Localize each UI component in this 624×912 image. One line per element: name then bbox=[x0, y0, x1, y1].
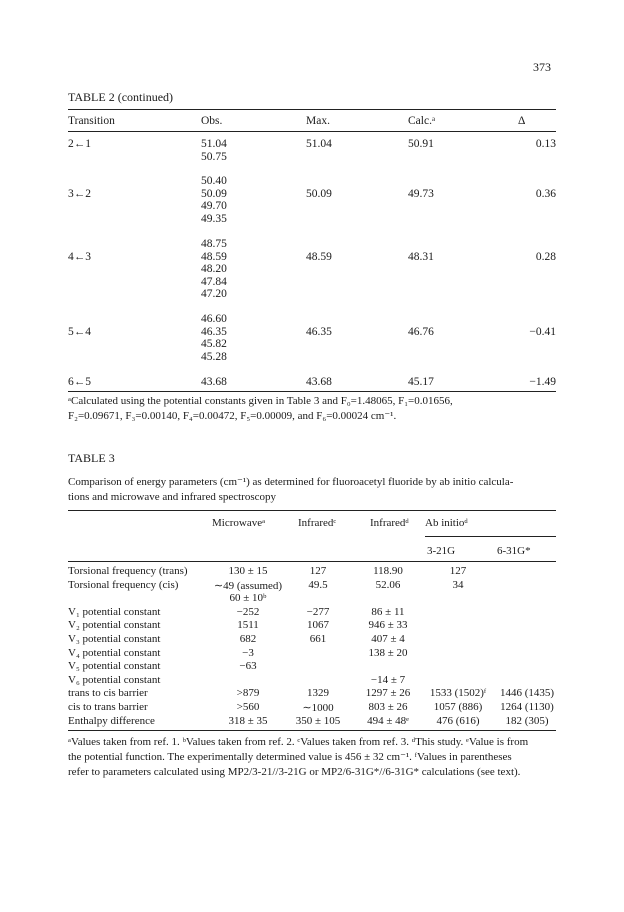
table2-header-rule bbox=[68, 131, 556, 132]
table2-header-transition: Transition bbox=[68, 115, 115, 127]
table3-cell-infrared-study: 138 ± 20 bbox=[368, 646, 408, 659]
table3-cell-321g: 34 bbox=[452, 578, 464, 591]
table2-row-calc: 46.76 bbox=[408, 326, 434, 338]
obs-value: 50.75 bbox=[201, 150, 227, 163]
obs-value: 50.09 bbox=[201, 187, 227, 200]
table2-row-transition: 5←4 bbox=[68, 326, 91, 338]
table2-title: TABLE 2 (continued) bbox=[68, 90, 174, 104]
table2-header-max: Max. bbox=[306, 115, 330, 127]
table3-cell-label: Enthalpy difference bbox=[68, 714, 155, 727]
obs-value: 50.40 bbox=[201, 175, 227, 187]
table3-header-infrared-ref3: Infraredᶜ bbox=[298, 517, 337, 529]
table3-cell-label: V₄ potential constant bbox=[68, 646, 161, 659]
table3-cell-infrared-ref3: 1329 bbox=[307, 687, 329, 700]
table3-cell-631g: 1446 (1435) bbox=[499, 687, 555, 700]
table2-row-transition: 4←3 bbox=[68, 251, 91, 263]
table2-row-obs bbox=[201, 175, 227, 225]
table3-footnote bbox=[68, 735, 556, 780]
table3-caption-line: tions and microwave and infrared spectroscopy bbox=[68, 491, 277, 503]
table3-cell-microwave: >879 bbox=[236, 687, 260, 700]
table2-row-max: 46.35 bbox=[306, 326, 332, 338]
table3-cell-microwave: ∼49 (assumed) bbox=[213, 579, 283, 592]
obs-value: 46.60 bbox=[201, 313, 227, 325]
table3-cell-infrared-ref3: 1067 bbox=[307, 619, 329, 632]
table3-cell-microwave: −252 bbox=[236, 605, 260, 618]
obs-value: 46.35 bbox=[201, 325, 227, 338]
table3-cell-infrared-study: 118.90 bbox=[373, 565, 403, 577]
table2-header-obs: Obs. bbox=[201, 115, 223, 127]
table3-cell-infrared-study: 946 ± 33 bbox=[368, 619, 408, 632]
table3-cell-label: Torsional frequency (trans) bbox=[68, 565, 188, 577]
obs-value: 51.04 bbox=[201, 138, 227, 150]
table3-cell-infrared-study: 803 ± 26 bbox=[368, 701, 408, 713]
obs-value: 47.84 bbox=[201, 275, 227, 288]
obs-value: 47.20 bbox=[201, 288, 227, 300]
table3-cell-infrared-study: 494 ± 48ᵉ bbox=[367, 714, 409, 727]
table3-cell-microwave: 60 ± 10ᵇ bbox=[229, 592, 267, 605]
table3-cell-label: V₅ potential constant bbox=[68, 660, 161, 673]
table3-cell-label: V₁ potential constant bbox=[68, 605, 161, 618]
table3-cell-infrared-ref3: 661 bbox=[309, 633, 327, 645]
obs-value: 45.28 bbox=[201, 350, 227, 363]
table3-cell-631g: 182 (305) bbox=[505, 714, 549, 727]
table3-header-rule bbox=[68, 561, 556, 562]
table3-header-abinitio: Ab initioᵈ bbox=[425, 517, 468, 529]
table3-cell-infrared-ref3: ∼1000 bbox=[302, 702, 334, 714]
table2-top-rule bbox=[68, 109, 556, 110]
table2-row-delta: 0.13 bbox=[535, 138, 556, 150]
table2-row-delta: 0.36 bbox=[535, 188, 556, 200]
table2-header-calc: Calc.ᵃ bbox=[408, 115, 436, 127]
table3-cell-microwave: 130 ± 15 bbox=[228, 565, 268, 577]
table2-row-delta: −0.41 bbox=[529, 326, 556, 338]
obs-value: 43.68 bbox=[201, 376, 227, 388]
page-number: 373 bbox=[533, 60, 551, 74]
table3-caption bbox=[68, 475, 556, 505]
table3-cell-label: Torsional frequency (cis) bbox=[68, 578, 179, 591]
table3-cell-infrared-study: 407 ± 4 bbox=[371, 633, 405, 645]
table3-cell-321g: 1057 (886) bbox=[433, 701, 483, 713]
obs-value: 48.75 bbox=[201, 238, 227, 250]
table3-cell-microwave: 682 bbox=[239, 633, 257, 645]
table2-row-calc: 45.17 bbox=[408, 376, 434, 388]
table3-top-rule bbox=[68, 510, 556, 511]
table2-row-transition: 6←5 bbox=[68, 376, 91, 388]
table3-cell-321g: 476 (616) bbox=[436, 714, 480, 727]
table2-row-obs bbox=[201, 238, 227, 301]
obs-value: 45.82 bbox=[201, 338, 227, 350]
table2-row-delta: −1.49 bbox=[529, 376, 556, 388]
table3-cell-infrared-study: 52.06 bbox=[375, 578, 401, 591]
table2-row-max: 50.09 bbox=[306, 188, 332, 200]
obs-value: 49.70 bbox=[201, 200, 227, 212]
table3-cell-321g: 1533 (1502)ᶠ bbox=[429, 687, 487, 700]
table3-cell-infrared-study: 1297 ± 26 bbox=[365, 687, 411, 700]
table3-cell-label: V₃ potential constant bbox=[68, 633, 161, 645]
table3-cell-microwave: 318 ± 35 bbox=[228, 714, 268, 727]
table2-row-transition: 3←2 bbox=[68, 188, 91, 200]
table2-row-delta: 0.28 bbox=[535, 251, 556, 263]
table2-row-calc: 49.73 bbox=[408, 188, 434, 200]
table3-cell-label: cis to trans barrier bbox=[68, 701, 148, 713]
table2-bottom-rule bbox=[68, 391, 556, 392]
table3-cell-microwave: −3 bbox=[242, 646, 254, 659]
table3-cell-label: V₆ potential constant bbox=[68, 673, 161, 686]
table3-cell-microwave: >560 bbox=[236, 701, 260, 713]
table3-footnote-line: refer to parameters calculated using MP2/3-21//3-21G or MP2/6-31G*//6-31G* calculations (see text). bbox=[68, 766, 521, 778]
table3-cell-infrared-study: 86 ± 11 bbox=[371, 605, 405, 618]
table2-row-max: 43.68 bbox=[306, 376, 332, 388]
table3-cell-infrared-ref3: −277 bbox=[306, 605, 330, 618]
table3-header-microwave: Microwaveᵃ bbox=[212, 517, 266, 529]
table3-caption-line: Comparison of energy parameters (cm⁻¹) as determined for fluoroacetyl fluoride by ab initio calcula- bbox=[68, 476, 514, 488]
table2-row-obs bbox=[201, 313, 227, 363]
table3-abinitio-rule bbox=[425, 536, 556, 537]
table3-header-infrared-study: Infraredᵈ bbox=[370, 517, 409, 529]
table2-row-max: 51.04 bbox=[306, 138, 332, 150]
obs-value: 48.20 bbox=[201, 263, 227, 275]
table3-title: TABLE 3 bbox=[68, 451, 115, 465]
table3-cell-infrared-ref3: 49.5 bbox=[308, 578, 328, 591]
table2-footnote bbox=[68, 394, 556, 424]
obs-value: 48.59 bbox=[201, 250, 227, 263]
table3-footnote-line: the potential function. The experimentally determined value is 456 ± 32 cm⁻¹. ᶠValues in parentheses bbox=[68, 751, 512, 763]
table3-cell-321g: 127 bbox=[449, 565, 467, 577]
obs-value: 49.35 bbox=[201, 212, 227, 225]
table2-row-max: 48.59 bbox=[306, 251, 332, 263]
table2-footnote-line: ᵃCalculated using the potential constants given in Table 3 and F₀=1.48065, F₁=0.01656, bbox=[68, 395, 453, 407]
table3-footnote-line: ᵃValues taken from ref. 1. ᵇValues taken from ref. 2. ᶜValues taken from ref. 3. ᵈThis study. ᵉValue is from bbox=[68, 736, 529, 748]
table2-row-transition: 2←1 bbox=[68, 138, 91, 150]
table2-row-calc: 50.91 bbox=[408, 138, 434, 150]
table2-footnote-line: F₂=0.09671, F₃=0.00140, F₄=0.00472, F₅=0.00009, and F₆=0.00024 cm⁻¹. bbox=[68, 410, 397, 422]
table3-header-basis-321g: 3-21G bbox=[427, 545, 456, 557]
table3-cell-label: V₂ potential constant bbox=[68, 619, 161, 632]
table3-cell-infrared-ref3: 350 ± 105 bbox=[295, 714, 341, 727]
table2-row-obs bbox=[201, 138, 227, 163]
table3-cell-infrared-ref3: 127 bbox=[309, 565, 327, 577]
table3-cell-microwave: −63 bbox=[239, 660, 257, 673]
table3-cell-microwave: 1511 bbox=[237, 619, 259, 632]
table2-header-delta: Δ bbox=[518, 115, 526, 127]
table2-row-obs bbox=[201, 376, 227, 389]
table2-row-calc: 48.31 bbox=[408, 251, 434, 263]
table3-cell-infrared-study: −14 ± 7 bbox=[370, 673, 406, 686]
table3-bottom-rule bbox=[68, 730, 556, 731]
table3-header-basis-631g: 6-31G* bbox=[497, 545, 531, 557]
table3-cell-label: trans to cis barrier bbox=[68, 687, 148, 700]
table3-cell-631g: 1264 (1130) bbox=[500, 701, 554, 713]
